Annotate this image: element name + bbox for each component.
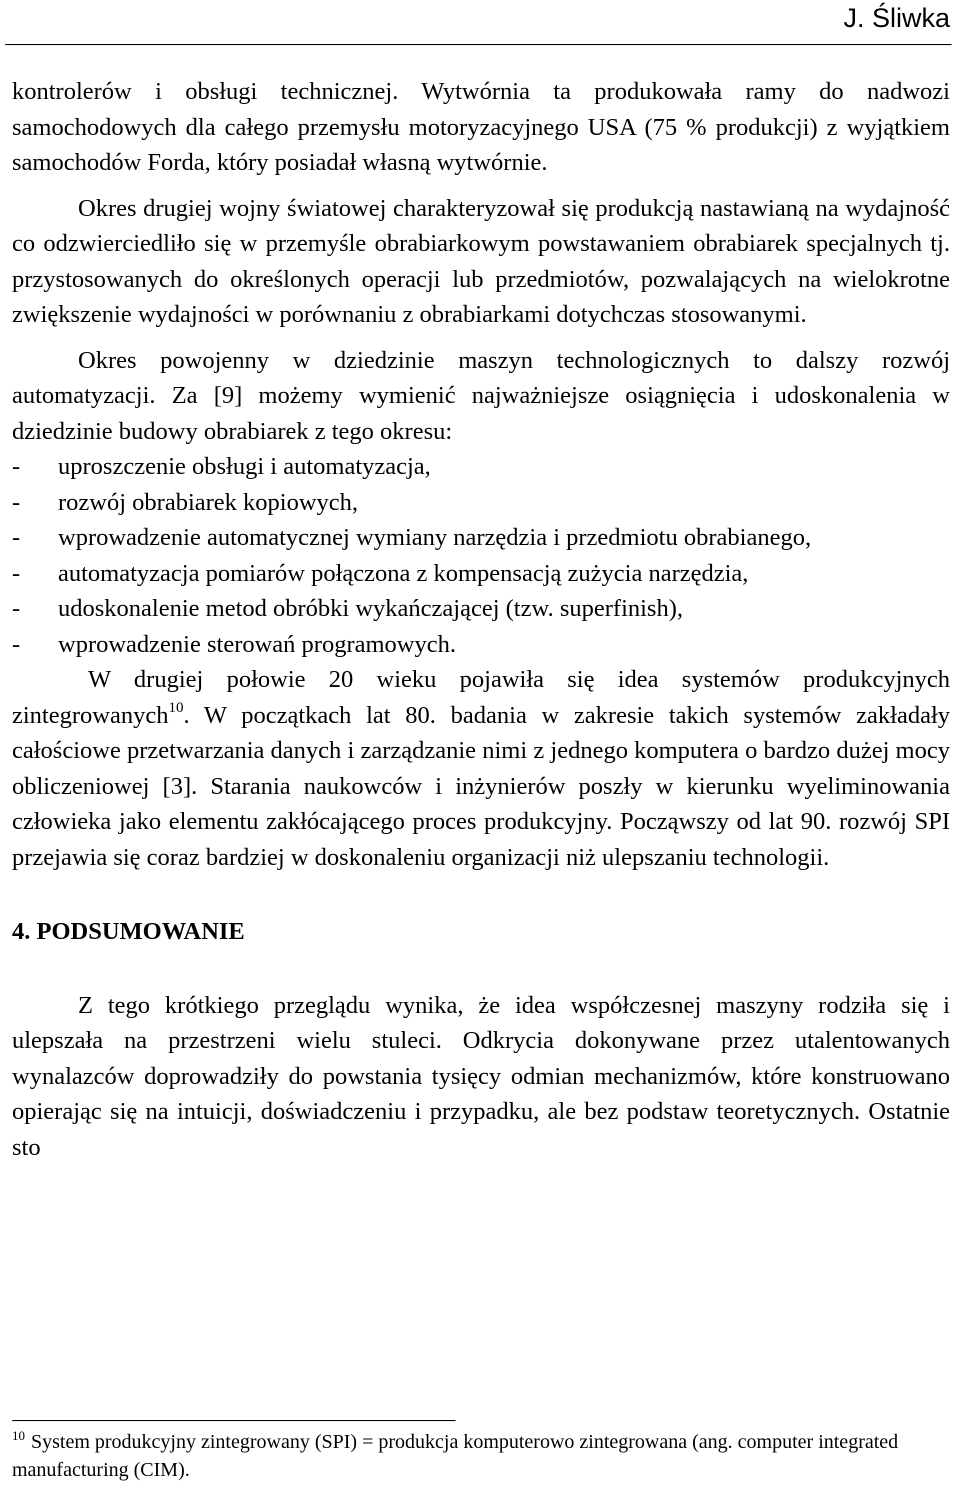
list-dash: - — [12, 559, 21, 587]
list-item-text: uproszczenie obsługi i automatyzacja, — [58, 453, 431, 480]
list-dash: - — [12, 524, 21, 551]
footnote — [12, 1428, 950, 1484]
footnote-reference[interactable]: 10 — [168, 699, 184, 716]
list-item — [12, 485, 950, 521]
list-item-text: udoskonalenie metod obróbki wykańczającej (tzw. superfinish), — [58, 595, 684, 622]
paragraph-2: Okres drugiej wojny światowej charakteryzował się produkcją nastawianą na wydajność co odzwierciedliło się w przemyśle obrabiarkowym powstawaniem obrabiarek specjalnych tj. przystosowanych do określonych operacji lub przedmiotów, pozwalających na wielokrotne zwiększenie wydajności w porównaniu z obrabiarkami dotychczas stosowanymi. — [12, 194, 950, 328]
paragraph-1: kontrolerów i obsługi technicznej. Wytwórnia ta produkowała ramy do nadwozi samochodowych dla całego przemysłu motoryzacyjnego USA (75 % produkcji) z wyjątkiem samochodów Forda, który posiadał własną wytwórnie. — [12, 78, 950, 176]
paragraph-4-start: W drugiej połowie 20 wieku pojawiła się idea systemów produkcyjnych zintegrowanych — [12, 666, 950, 729]
footnote-text: System produkcyjny zintegrowany (SPI) = produkcja komputerowo zintegrowana (ang. computer integrated manufacturing (CIM). — [12, 1431, 899, 1481]
achievements-list — [12, 449, 950, 662]
footnote-number: 10 — [12, 1428, 25, 1443]
list-dash: - — [12, 595, 21, 622]
list-item-text: automatyzacja pomiarów połączona z kompensacją zużycia narzędzia, — [58, 559, 749, 587]
list-dash: - — [12, 630, 21, 658]
list-item-text: wprowadzenie sterowań programowych. — [58, 630, 456, 658]
paragraph-3: Okres powojenny w dziedzinie maszyn technologicznych to dalszy rozwój automatyzacji. Za [9] możemy wymienić najważniejsze osiągnięcia i udoskonalenia w dziedzinie budowy obrabiarek z tego okresu: — [12, 346, 950, 445]
list-item-text: rozwój obrabiarek kopiowych, — [58, 488, 359, 516]
header-rule — [5, 44, 952, 46]
list-item — [12, 591, 950, 627]
list-item — [12, 627, 950, 663]
list-item — [12, 449, 950, 485]
list-item — [12, 520, 950, 556]
footnote-rule — [12, 1420, 456, 1422]
section-heading: 4. PODSUMOWANIE — [12, 918, 245, 945]
paragraph-5: Z tego krótkiego przeglądu wynika, że idea współczesnej maszyny rodziła się i ulepszała na przestrzeni wielu stuleci. Odkrycia dokonywane przez utalentowanych wynalazców doprowadziły do powstania tysięcy odmian mechanizmów, które konstruowano opierając się na intuicji, doświadczeniu i przypadku, ale bez podstaw teoretycznych. Ostatnie sto — [12, 991, 950, 1161]
list-dash: - — [12, 488, 21, 516]
list-item — [12, 556, 950, 592]
running-header-author: J. Śliwka — [843, 3, 950, 33]
paragraph-4 — [12, 662, 950, 875]
paragraph-4-end: . W początkach lat 80. badania w zakresie takich systemów zakładały całościowe przetwarzania danych i zarządzanie nimi z jednego komputera o bardzo dużej mocy obliczeniowej [3]. Starania naukowców i inżynierów poszły w kierunku wyeliminowania człowieka jako elementu zakłócającego proces produkcyjny. Począwszy od lat 90. rozwój SPI przejawia się coraz bardziej w doskonaleniu organizacji niż ulepszaniu technologii. — [12, 701, 950, 871]
list-dash: - — [12, 453, 21, 480]
list-item-text: wprowadzenie automatycznej wymiany narzędzia i przedmiotu obrabianego, — [58, 524, 812, 551]
page-body — [12, 74, 950, 1165]
